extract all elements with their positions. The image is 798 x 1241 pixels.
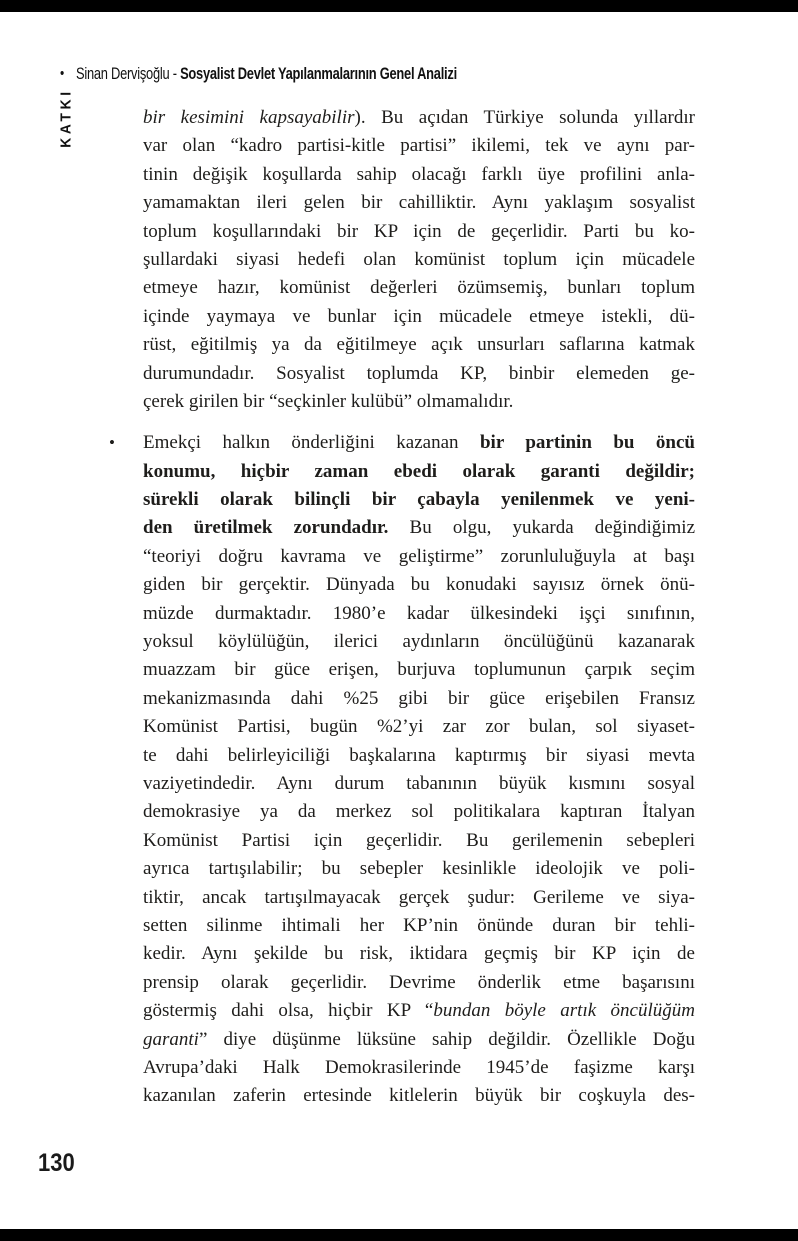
text-segment: mekanizmasında dahi %25 gibi bir güce erişebilen Fransız bbox=[143, 687, 695, 709]
text-line bbox=[143, 274, 695, 302]
text-line bbox=[143, 685, 695, 713]
text-segment: giden bir gerçektir. Dünyada bu konudaki sayısız örnek önü- bbox=[143, 574, 695, 596]
text-segment: setten silinme ihtimali her KP’nin önünde duran bir tehli- bbox=[143, 914, 695, 936]
bottom-edge-bar bbox=[0, 1229, 798, 1241]
text-line bbox=[143, 770, 695, 798]
text-segment: şullardaki siyasi hedefi olan komünist toplum için mücadele bbox=[143, 248, 695, 270]
text-line bbox=[143, 543, 695, 571]
text-segment: Komünist Partisi, bugün %2’yi zar zor bulan, sol siyaset- bbox=[143, 716, 695, 738]
text-line bbox=[143, 628, 695, 656]
text-segment: muazzam bir güce erişen, burjuva toplumunun çarpık seçim bbox=[143, 659, 695, 681]
text-segment: konumu, hiçbir zaman ebedi olarak garanti değildir; bbox=[143, 460, 695, 482]
text-segment: bir kesimini kapsayabilir bbox=[143, 107, 355, 128]
text-line bbox=[143, 388, 695, 416]
page-number: 130 bbox=[38, 1149, 75, 1177]
text-segment: ). Bu açıdan Türkiye solunda yıllardır bbox=[354, 107, 695, 128]
text-line bbox=[143, 940, 695, 968]
text-segment: prensip olarak geçerlidir. Devrime önderlik etme başarısını bbox=[143, 971, 695, 993]
text-line bbox=[143, 189, 695, 217]
paragraph bbox=[143, 104, 695, 416]
text-segment: çerek girilen bir “seçkinler kulübü” olmamalıdır. bbox=[143, 390, 514, 412]
text-segment: Bu olgu, yukarda değindiğimiz bbox=[388, 517, 695, 539]
text-line bbox=[143, 303, 695, 331]
paragraph bbox=[109, 429, 695, 1110]
text-line bbox=[143, 514, 695, 542]
text-line bbox=[143, 742, 695, 770]
text-segment: göstermiş dahi olsa, hiçbir KP “ bbox=[143, 1000, 434, 1022]
text-segment: garanti bbox=[143, 1028, 199, 1050]
text-line bbox=[143, 884, 695, 912]
text-segment: etmeye hazır, komünist değerleri özümsemiş, bunları toplum bbox=[143, 277, 695, 299]
header-chapter-title: Sosyalist Devlet Yapılanmalarının Genel Analizi bbox=[180, 65, 457, 84]
text-line bbox=[143, 969, 695, 997]
journal-name: KATKI bbox=[57, 88, 75, 148]
header-author: Sinan Dervişoğlu - bbox=[76, 65, 181, 84]
text-line bbox=[143, 161, 695, 189]
text-segment: sürekli olarak bilinçli bir çabayla yenilenmek ve yeni- bbox=[143, 489, 695, 511]
text-line bbox=[143, 429, 695, 457]
text-line bbox=[143, 912, 695, 940]
text-line bbox=[143, 798, 695, 826]
text-line bbox=[143, 600, 695, 628]
text-segment: durumundadır. Sosyalist toplumda KP, binbir elemeden ge- bbox=[143, 362, 695, 384]
header-bullet-icon: • bbox=[60, 64, 64, 82]
text-segment: Avrupa’daki Halk Demokrasilerinde 1945’de faşizme karşı bbox=[143, 1056, 695, 1078]
text-line bbox=[143, 486, 695, 514]
text-segment: kazanılan zaferin ertesinde kitlelerin büyük bir coşkuyla des- bbox=[143, 1085, 695, 1107]
text-segment: var olan “kadro partisi-kitle partisi” ikilemi, tek ve aynı par- bbox=[143, 135, 695, 157]
text-line bbox=[143, 360, 695, 388]
text-segment: kedir. Aynı şekilde bu risk, iktidara geçmiş bir KP için de bbox=[143, 943, 695, 965]
text-segment: toplum koşullarındaki bir KP için de geçerlidir. Parti bu ko- bbox=[143, 220, 695, 242]
text-line bbox=[143, 713, 695, 741]
text-segment: demokrasiye ya da merkez sol politikalara kaptıran İtalyan bbox=[143, 801, 695, 823]
text-segment: “teoriyi doğru kavrama ve geliştirme” zorunluluğuyla at başı bbox=[143, 545, 695, 567]
text-segment: vaziyetindedir. Aynı durum tabanının büyük kısmını sosyal bbox=[143, 772, 695, 794]
running-header bbox=[60, 64, 457, 83]
text-line bbox=[143, 132, 695, 160]
text-segment: tiktir, ancak tartışılmayacak gerçek şudur: Gerileme ve siya- bbox=[143, 886, 695, 908]
text-line bbox=[143, 331, 695, 359]
text-line bbox=[143, 246, 695, 274]
top-edge-bar bbox=[0, 0, 798, 12]
text-line bbox=[143, 571, 695, 599]
text-segment: Emekçi halkın önderliğini kazanan bbox=[143, 432, 480, 454]
text-segment: ” diye düşünme lüksüne sahip değildir. Özellikle Doğu bbox=[198, 1028, 695, 1050]
text-line bbox=[143, 1054, 695, 1082]
text-segment: te dahi belirleyiciliği başkalarına kaptırmış bir siyasi mevta bbox=[143, 744, 695, 766]
text-line bbox=[143, 827, 695, 855]
text-segment: yamamaktan ileri gelen bir cahilliktir. Aynı yaklaşım sosyalist bbox=[143, 192, 695, 214]
text-segment: müzde durmaktadır. 1980’e kadar ülkesindeki işçi sınıfının, bbox=[143, 602, 695, 624]
text-segment: den üretilmek zorundadır. bbox=[143, 517, 389, 539]
text-line bbox=[143, 1026, 695, 1054]
text-segment: yoksul köylülüğün, ilerici aydınların öncülüğünü kazanarak bbox=[143, 631, 695, 653]
text-segment: ayrıca tartışılabilir; bu sebepler kesinlikle ideolojik ve poli- bbox=[143, 858, 695, 880]
text-line bbox=[143, 656, 695, 684]
text-segment: rüst, eğitilmiş ya da eğitilmeye açık unsurları saflarına katmak bbox=[143, 334, 695, 356]
text-segment: bundan böyle artık öncülüğüm bbox=[433, 1000, 695, 1022]
text-segment: tinin değişik koşullarda sahip olacağı farklı üye profilini anla- bbox=[143, 163, 695, 185]
text-line bbox=[143, 855, 695, 883]
text-segment: içinde yaymaya ve bunlar için mücadele etmeye istekli, dü- bbox=[143, 305, 695, 327]
text-line bbox=[143, 104, 695, 132]
text-segment: Komünist Partisi için geçerlidir. Bu gerilemenin sebepleri bbox=[143, 829, 695, 851]
text-line bbox=[143, 218, 695, 246]
text-segment: bir partinin bu öncü bbox=[479, 432, 695, 454]
text-line bbox=[143, 997, 695, 1025]
body-text bbox=[109, 104, 695, 1111]
text-line bbox=[143, 1082, 695, 1110]
list-bullet-icon: • bbox=[109, 433, 115, 453]
text-line bbox=[143, 458, 695, 486]
